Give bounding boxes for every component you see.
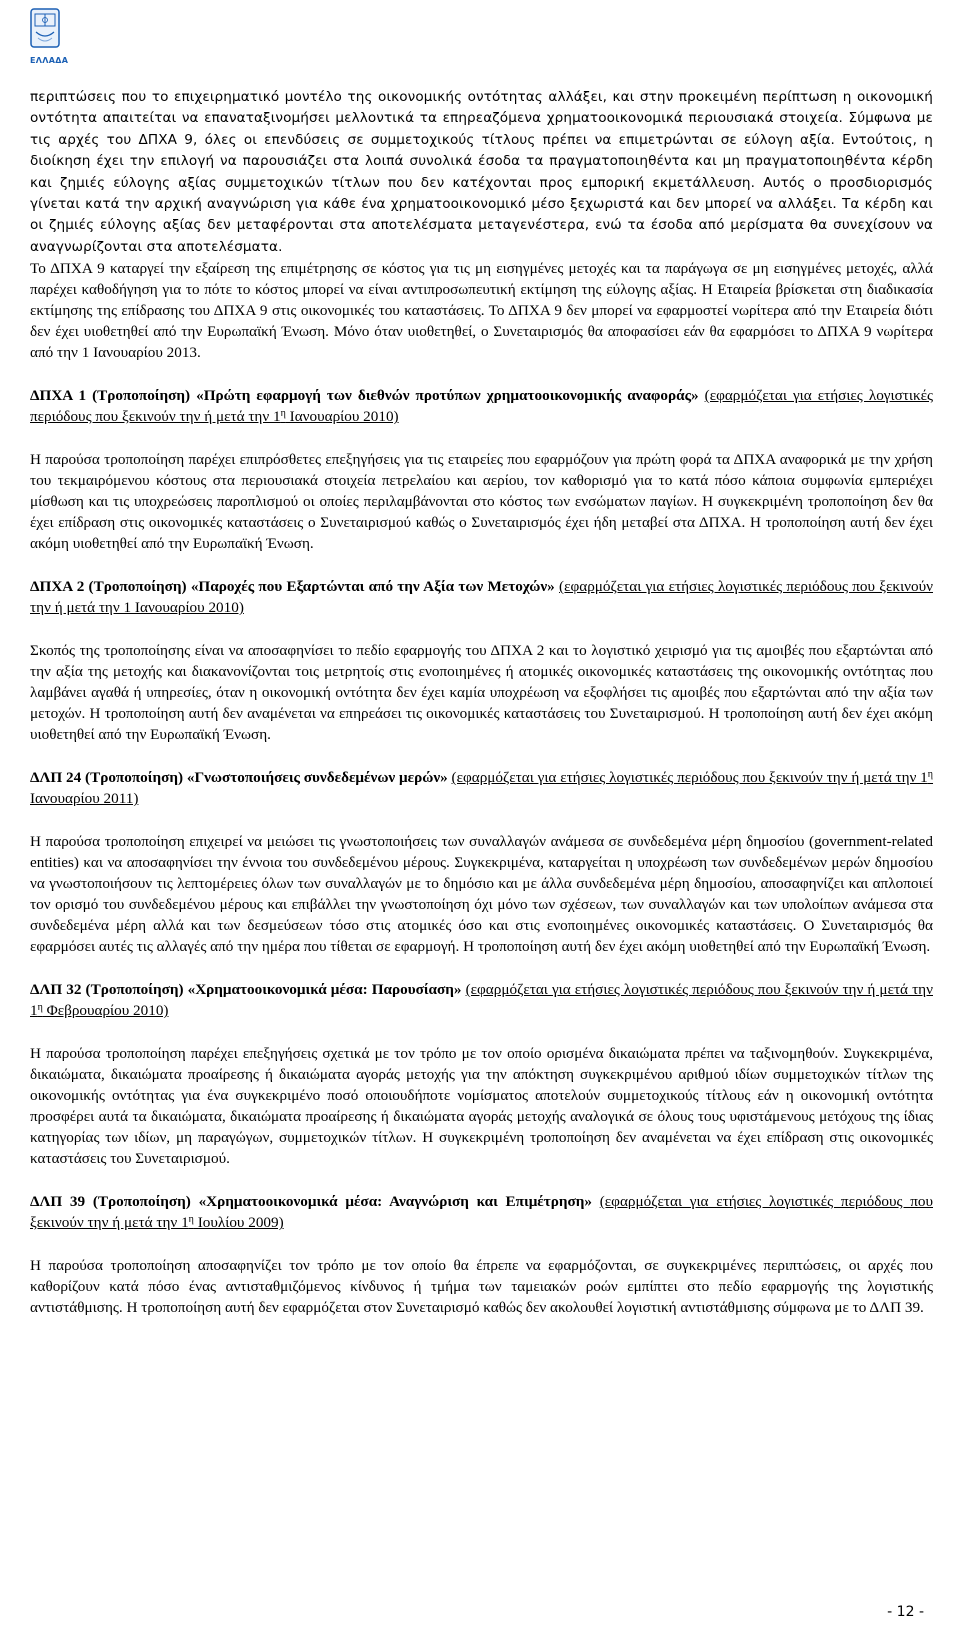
section-title: ΔΠΧΑ 2 (Τροποποίηση) «Παροχές που Εξαρτώνται από την Αξία των Μετοχών»: [30, 578, 555, 596]
intro-paragraph: [30, 87, 933, 258]
document-body: [30, 87, 933, 1318]
effective-date-note: (εφαρμόζεται για ετήσιες λογιστικές περιόδους που ξεκινούν την ή μετά την $1^\eta$ Ιανουαρίου 2010): [30, 387, 934, 426]
section-body-ifrs2: Σκοπός της τροποποίησης είναι να αποσαφηνίσει το πεδίο εφαρμογής του ΔΠΧΑ 2 και το λογιστικό χειρισμό για τις αμοιβές που εξαρτώνται από την αξία της μετοχής και διακανονίζονται τοις μετρητοίς στις ενοποιημένες ή ατομικές οικονομικές καταστάσεις της οικονομικής οντότητας που λαμβάνει αγαθά ή υπηρεσίες, όταν η οικονομική οντότητα δεν έχει καμία υποχρέωση να εξοφλήσει τις αμοιβές που εξαρτώνται από την αξία των μετοχών. Η τροποποίηση αυτή δεν αναμένεται να επηρεάσει τις οικονομικές καταστάσεις του Συνεταιρισμού. Η τροποποίηση αυτή δεν έχει ακόμη υιοθετηθεί από την Ευρωπαϊκή Ένωση.: [30, 642, 933, 744]
section-title: ΔΛΠ 39 (Τροποποίηση) «Χρηματοοικονομικά μέσα: Αναγνώριση και Επιμέτρηση»: [30, 1193, 593, 1211]
section-heading-ifrs2: [30, 576, 933, 618]
section-title: ΔΛΠ 24 (Τροποποίηση) «Γνωστοποιήσεις συνδεδεμένων μερών»: [30, 769, 448, 787]
section-body-ias32: Η παρούσα τροποποίηση παρέχει επεξηγήσεις σχετικά με τον τρόπο με τον οποίο ορισμένα δικαιώματα πρέπει να ταξινομηθούν. Συγκεκριμένα, δικαιώματα, δικαιώματα προαίρεσης ή δικαιώματα αγοράς μετοχής για την απόκτηση συγκεκριμένου αριθμού ιδίων συμμετοχικών τίτλων της οικονομικής οντότητας για ένα συγκεκριμένο ποσό οποιουδήποτε νομίσματος αποτελούν συμμετοχικούς τίτλους εάν η οικονομική οντότητα προσφέρει αυτά τα δικαιώματα, δικαιώματα προαίρεσης ή δικαιώματα αγοράς μετοχής αναλογικά σε όλους τους υφιστάμενους μετόχους της ίδιας κατηγορίας των ιδίων, μη παραγώγων, συμμετοχικών τίτλων. Η συγκεκριμένη τροποποίηση δεν αναμένεται να έχει επίδραση στις οικονομικές καταστάσεις του Συνεταιρισμού.: [30, 1045, 933, 1168]
section-body-ias39: Η παρούσα τροποποίηση αποσαφηνίζει τον τρόπο με τον οποίο θα έπρεπε να εφαρμόζονται, σε συγκεκριμένες περιπτώσεις, οι αρχές που καθορίζουν κατά πόσο ένας αντισταθμιζόμενος κίνδυνος ή τμήμα των ταμειακών ροών εμπίπτει στο πεδίο εφαρμογής της λογιστικής αντιστάθμισης. Η τροποποίηση αυτή δεν εφαρμόζεται στον Συνεταιρισμό καθώς δεν ακολουθεί λογιστική αντιστάθμισης σύμφωνα με το ΔΛΠ 39.: [30, 1257, 933, 1317]
section-heading-ias24: [30, 767, 933, 809]
section-body-ifrs1: Η παρούσα τροποποίηση παρέχει επιπρόσθετες επεξηγήσεις για τις εταιρείες που εφαρμόζουν για πρώτη φορά τα ΔΠΧΑ αναφορικά με την χρήση του τεκμαιρόμενου κόστους στα περιουσιακά στοιχεία πετρελαίου και αερίου, τον καθορισμό για το κατά πόσο κάποια συμφωνία εμπεριέχει μίσθωση και τις υποχρεώσεις παροπλισμού οι οποίες περιλαμβάνονται στο κόστος των ενσώματων παγίων. Η συγκεκριμένη τροποποίηση δεν θα έχει επίδραση στις οικονομικές καταστάσεις ο Συνεταιρισμού καθώς ο Συνεταιρισμός έχει ήδη μεταβεί στα ΔΠΧΑ. Η τροποποίηση αυτή δεν έχει ακόμη υιοθετηθεί από την Ευρωπαϊκή Ένωση.: [30, 451, 933, 553]
logo-emblem-icon: [30, 8, 60, 54]
section-body-ias24: Η παρούσα τροποποίηση επιχειρεί να μειώσει τις γνωστοποιήσεις των συναλλαγών ανάμεσα σε συνδεδεμένα μέρη δημοσίου (government-related entities) και να αποσαφηνίσει την έννοια του συνδεδεμένου μέρους. Συγκεκριμένα, καταργείται η υποχρέωση των συνδεδεμένων μερών δημοσίου να γνωστοποιήσουν τις λεπτομέρειες όλων των συναλλαγών με το δημόσιο και με άλλα συνδεδεμένα μέρη δημοσίου, αποσαφηνίζει και απλοποιεί τον ορισμό του συνδεδεμένου μέρους και επιβάλλει την γνωστοποίηση όχι μόνο των σχέσεων, των συναλλαγών και των υπολοίπων ανάμεσα στα συνδεδεμένα μέρη αλλά και των δεσμεύσεων τόσο στις ατομικές όσο και στις ενοποιημένες οικονομικές καταστάσεις. Ο Συνεταιρισμός θα εφαρμόσει αυτές τις αλλαγές από την ημέρα που τίθεται σε εφαρμογή. Η τροποποίηση αυτή δεν έχει ακόμη υιοθετηθεί από την Ευρωπαϊκή Ένωση.: [30, 833, 933, 956]
section-heading-ifrs1: [30, 385, 933, 427]
organization-logo: [30, 8, 69, 68]
effective-date-note: (εφαρμόζεται για ετήσιες λογιστικές περιόδους που ξεκινούν την ή μετά την 1 Ιανουαρίου 2010): [30, 578, 933, 617]
intro-paragraph-text: περιπτώσεις που το επιχειρηματικό μοντέλο της οικονομικής οντότητας αλλάξει, και στην προκειμένη περίπτωση η οικονομική οντότητα απαιτείται να επαναταξινομήσει μελλοντικά τα επηρεαζόμενα χρηματοοικονομικά περιουσιακά στοιχεία. Σύμφωνα με τις αρχές του ΔΠΧΑ 9, όλες οι επενδύσεις σε συμμετοχικούς τίτλους πρέπει να επιμετρώνται σε εύλογη αξία. Εντούτοις, η διοίκηση έχει την επιλογή να παρουσιάζει στα λοιπά συνολικά έσοδα τα πραγματοποιηθέντα και μη πραγματοποιηθέντα κέρδη και ζημιές εύλογης αξίας συμμετοχικών τίτλων που δεν κατέχονται προς εμπορική εκμετάλλευση. Αυτός ο προσδιορισμός γίνεται κατά την αρχική αναγνώριση για κάθε ένα χρηματοοικονομικό μέσο ξεχωριστά και δεν μπορεί να αλλάξει. Τα κέρδη και οι ζημιές εύλογης αξίας δεν μεταφέρονται στα αποτελέσματα μεταγενέστερα, ενώ τα έσοδα από μερίσματα θα συνεχίσουν να αναγνωρίζονται στα αποτελέσματα.: [30, 89, 933, 255]
effective-date-note: (εφαρμόζεται για ετήσιες λογιστικές περιόδους που ξεκινούν την ή μετά την $1^\eta$ Φεβρουαρίου 2010): [30, 981, 933, 1020]
section-title: ΔΛΠ 32 (Τροποποίηση) «Χρηματοοικονομικά μέσα: Παρουσίαση»: [30, 981, 462, 999]
section-heading-ias32: [30, 979, 933, 1021]
section-heading-ias39: [30, 1191, 933, 1233]
intro-paragraph-continued: Το ΔΠΧΑ 9 καταργεί την εξαίρεση της επιμέτρησης σε κόστος για τις μη εισηγμένες μετοχές και τα παράγωγα σε μη εισηγμένες μετοχές, αλλά παρέχει καθοδήγηση για το πότε το κόστος μπορεί να είναι αντιπροσωπευτική εκτίμηση της εύλογης αξίας. Η Εταιρεία βρίσκεται στη διαδικασία εκτίμησης της επίδρασης του ΔΠΧΑ 9 στις οικονομικές του καταστάσεις. Το ΔΠΧΑ 9 δεν μπορεί να εφαρμοστεί νωρίτερα από την Εταιρεία διότι δεν έχει υιοθετηθεί από την Ευρωπαϊκή Ένωση. Μόνο όταν υιοθετηθεί, ο Συνεταιρισμός θα αποφασίσει εάν θα εφαρμόσει το ΔΠΧΑ 9 νωρίτερα από την 1 Ιανουαρίου 2013.: [30, 260, 933, 362]
section-title: ΔΠΧΑ 1 (Τροποποίηση) «Πρώτη εφαρμογή των διεθνών προτύπων χρηματοοικονομικής αναφοράς»: [30, 387, 699, 405]
effective-date-note: (εφαρμόζεται για ετήσιες λογιστικές περιόδους που ξεκινούν την ή μετά την $1^\eta$ Ιουλίου 2009): [30, 1193, 933, 1232]
logo-wordmark: ΕΛΛΑΔΑ: [30, 56, 69, 65]
effective-date-note: (εφαρμόζεται για ετήσιες λογιστικές περιόδους που ξεκινούν την ή μετά την $1^\eta$ Ιανουαρίου 2011): [30, 769, 934, 808]
page-number: - 12 -: [887, 1604, 924, 1620]
